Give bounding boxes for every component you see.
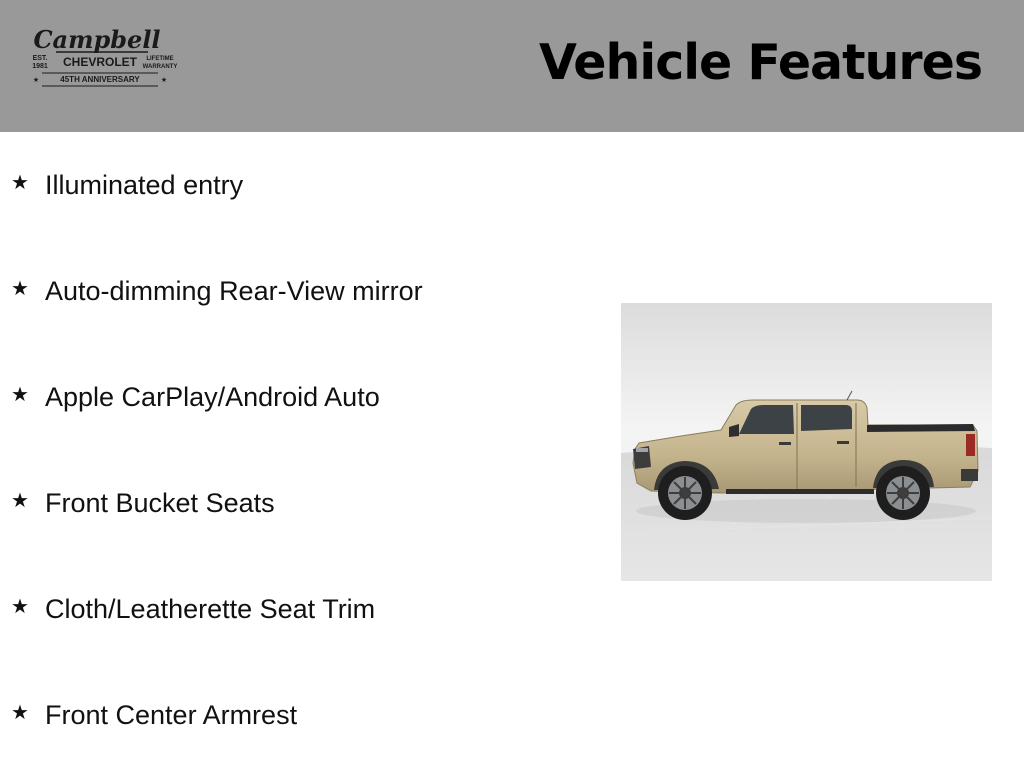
star-icon: ★ [11, 490, 29, 512]
header-banner [0, 0, 1024, 132]
truck-image [621, 303, 992, 581]
feature-label: Cloth/Leatherette Seat Trim [45, 594, 376, 624]
rear-wheel [876, 466, 930, 520]
logo-warranty-line1: LIFETIME [146, 56, 174, 62]
svg-text:★: ★ [160, 77, 168, 84]
svg-text:★: ★ [32, 77, 40, 84]
logo-brand: Campbell [33, 25, 161, 54]
feature-label: Front Center Armrest [45, 700, 298, 730]
logo-est-label: EST. [32, 55, 48, 62]
logo-make: CHEVROLET [62, 55, 138, 69]
star-icon: ★ [11, 596, 29, 618]
feature-label: Apple CarPlay/Android Auto [45, 382, 380, 412]
feature-label: Auto-dimming Rear-View mirror [45, 276, 423, 306]
logo-warranty-line2: WARRANTY [142, 64, 178, 70]
feature-label: Illuminated entry [45, 170, 244, 200]
logo-anniversary: 45TH ANNIVERSARY [60, 75, 140, 84]
star-icon: ★ [11, 172, 29, 194]
page-title: Vehicle Features [539, 34, 982, 91]
dealer-logo [22, 22, 182, 92]
vehicle-photo [621, 303, 992, 581]
feature-label: Front Bucket Seats [45, 488, 275, 518]
front-wheel [658, 466, 712, 520]
star-icon: ★ [11, 384, 29, 406]
star-icon: ★ [11, 278, 29, 300]
logo-est-year: 1981 [32, 63, 48, 70]
star-icon: ★ [11, 702, 29, 724]
